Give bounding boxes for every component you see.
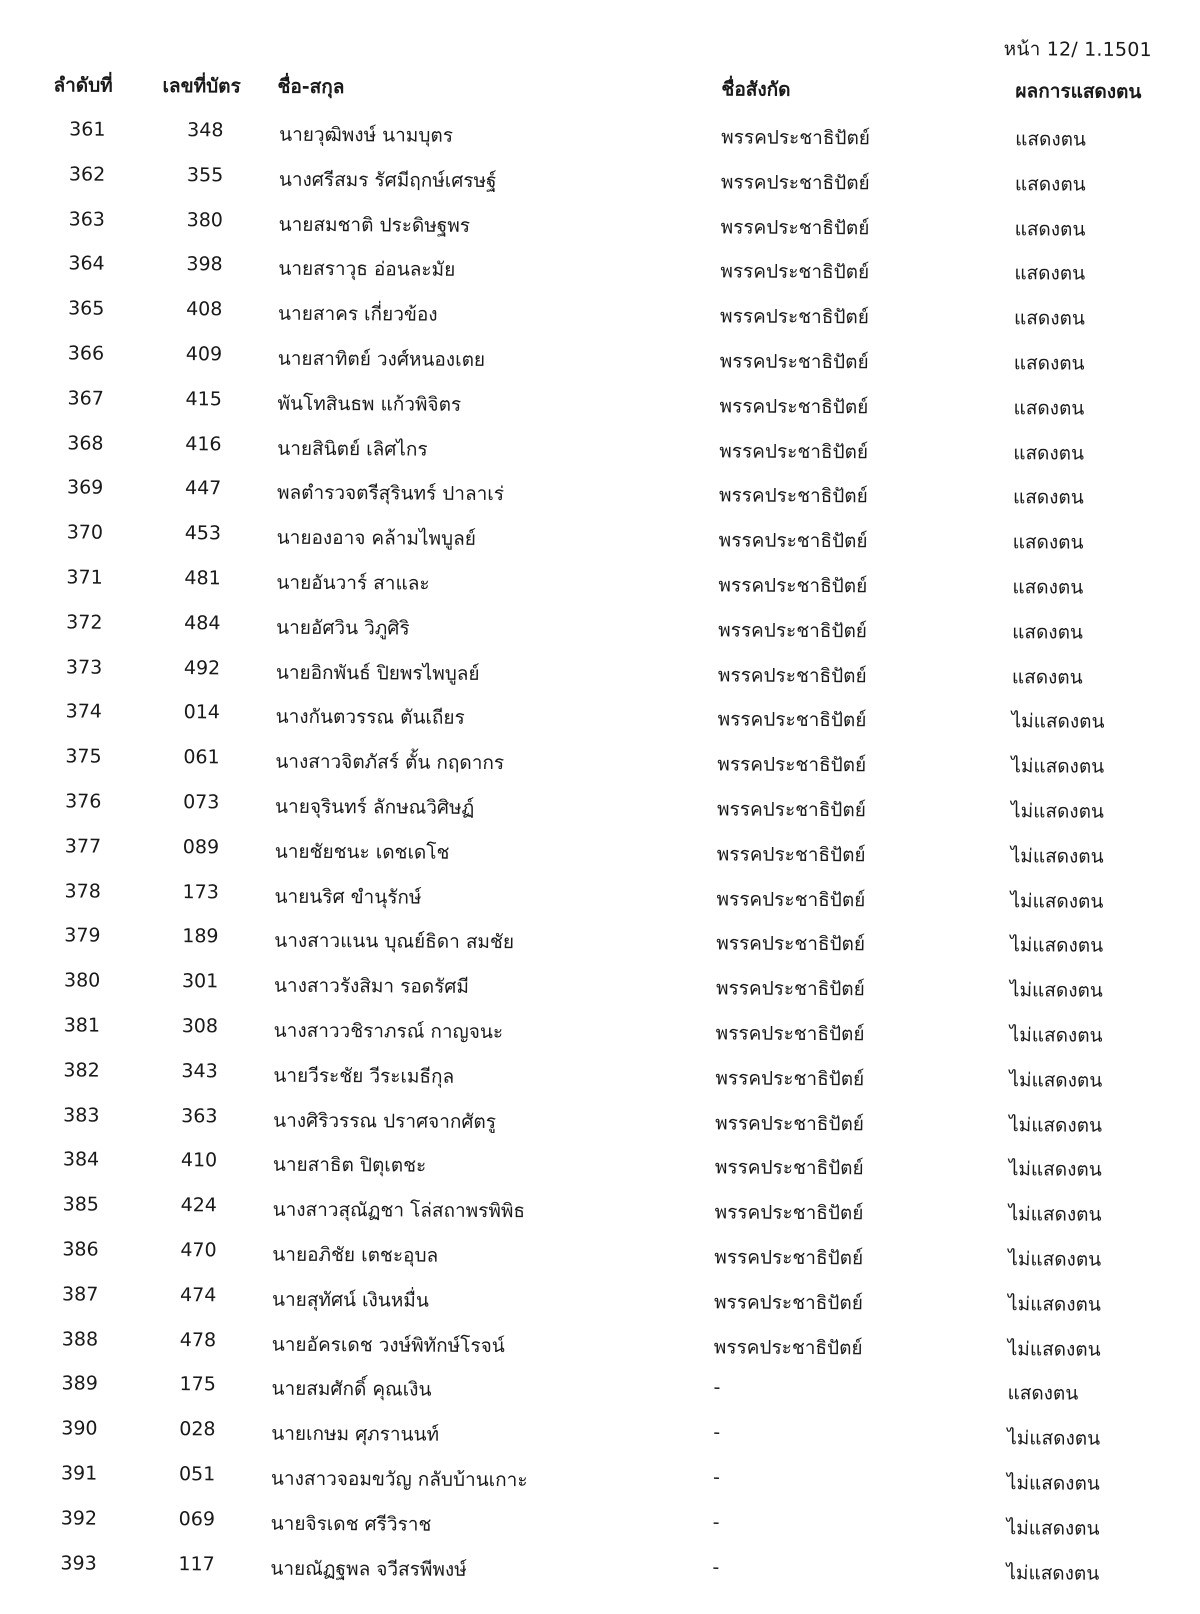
row-party: - <box>712 1511 720 1534</box>
row-seq: 388 <box>61 1327 99 1351</box>
row-name: นางสาววชิราภรณ์ กาญจนะ <box>273 1019 504 1044</box>
row-seq: 363 <box>68 208 105 231</box>
row-name: นางศรีสมร รัศมีฤกษ์เศรษฐ์ <box>278 168 497 192</box>
row-name: นายสมศักดิ์ คุณเงิน <box>271 1377 432 1401</box>
row-result: ไม่แสดงตน <box>1009 1024 1103 1047</box>
row-card-number: 492 <box>183 656 221 679</box>
row-seq: 379 <box>64 924 101 947</box>
row-card-number: 424 <box>180 1194 217 1217</box>
row-result: ไม่แสดงตน <box>1010 800 1105 823</box>
row-result: แสดงตน <box>1013 396 1085 420</box>
table-row <box>0 470 1197 522</box>
row-seq: 374 <box>65 700 102 723</box>
row-result: ไม่แสดงตน <box>1007 1292 1101 1316</box>
row-name: นายสราวุธ อ่อนละมัย <box>278 258 456 282</box>
row-seq: 384 <box>62 1148 100 1171</box>
row-card-number: 470 <box>180 1239 217 1262</box>
row-seq: 361 <box>69 118 106 141</box>
header-name: ชื่อ-สกุล <box>277 75 345 99</box>
row-seq: 372 <box>66 611 103 634</box>
row-result: แสดงตน <box>1012 576 1084 599</box>
row-party: พรรคประชาธิปัตย์ <box>718 619 868 643</box>
table-row <box>0 650 1196 702</box>
row-card-number: 073 <box>183 791 220 814</box>
row-card-number: 415 <box>185 387 222 411</box>
row-party: - <box>712 1466 720 1489</box>
row-name: นางสาวรังสิมา รอดรัศมี <box>273 974 469 999</box>
row-party: พรรคประชาธิปัตย์ <box>719 350 869 374</box>
table-row <box>0 605 1196 657</box>
table-row <box>0 1053 1194 1105</box>
row-seq: 377 <box>64 835 102 858</box>
row-seq: 369 <box>66 476 104 500</box>
row-name: นายวุฒิพงษ์ นามบุตร <box>279 123 454 147</box>
table-row <box>0 1545 1191 1597</box>
row-name: นางสาวจิตภัสร์ ตั้น กฤดากร <box>275 750 505 775</box>
row-party: พรรคประชาธิปัตย์ <box>717 708 867 732</box>
row-card-number: 409 <box>185 343 223 366</box>
row-name: นายอัครเดช วงษ์พิทักษ์โรจน์ <box>271 1333 505 1357</box>
header-seq: ลำดับที่ <box>53 74 113 97</box>
row-result: แสดงตน <box>1012 531 1084 554</box>
table-row <box>0 829 1195 881</box>
row-seq: 367 <box>67 387 104 410</box>
table-row <box>0 694 1196 746</box>
table-row <box>0 336 1198 388</box>
table-row <box>0 560 1197 612</box>
row-card-number: 355 <box>186 163 224 187</box>
row-party: พรรคประชาธิปัตย์ <box>718 574 868 598</box>
row-card-number: 453 <box>184 522 222 545</box>
row-seq: 378 <box>64 879 101 903</box>
row-result: แสดงตน <box>1007 1382 1079 1405</box>
row-name: นางศิริวรรณ ปราศจากศัตรู <box>273 1109 497 1133</box>
row-card-number: 301 <box>181 970 219 993</box>
row-party: พรรคประชาธิปัตย์ <box>718 484 868 508</box>
row-name: นางสาวแนน บุณย์ธิดา สมชัย <box>274 930 515 954</box>
row-result: ไม่แสดงตน <box>1010 889 1104 913</box>
header-result: ผลการแสดงตน <box>1015 80 1142 103</box>
row-name: นายอภิชัย เตชะอุบล <box>272 1243 439 1267</box>
row-party: พรรคประชาธิปัตย์ <box>720 305 869 329</box>
row-name: นายสมชาติ ประดิษฐพร <box>278 213 471 237</box>
row-result: ไม่แสดงตน <box>1007 1427 1101 1450</box>
row-party: พรรคประชาธิปัตย์ <box>715 1067 865 1091</box>
row-card-number: 308 <box>181 1015 219 1038</box>
row-seq: 380 <box>63 969 101 992</box>
row-seq: 386 <box>62 1238 99 1261</box>
row-name: นายอัศวิน วิภูศิริ <box>276 616 410 640</box>
row-name: นายอิกพันธ์ ปิยพรไพบูลย์ <box>275 661 480 685</box>
row-result: ไม่แสดงตน <box>1006 1516 1100 1540</box>
row-card-number: 478 <box>179 1328 217 1351</box>
row-result: ไม่แสดงตน <box>1010 934 1104 958</box>
row-result: ไม่แสดงตน <box>1006 1472 1100 1495</box>
row-seq: 362 <box>68 163 106 186</box>
row-party: - <box>712 1555 720 1578</box>
row-seq: 387 <box>62 1283 99 1306</box>
row-party: พรรคประชาธิปัตย์ <box>717 798 866 822</box>
row-result: แสดงตน <box>1014 217 1086 241</box>
row-result: ไม่แสดงตน <box>1008 1158 1102 1182</box>
table-header <box>0 70 1200 111</box>
table-row <box>0 1232 1192 1284</box>
table-row <box>0 1456 1191 1508</box>
row-result: แสดงตน <box>1012 486 1084 510</box>
row-card-number: 343 <box>181 1059 218 1083</box>
row-name: นายเกษม ศุภรานนท์ <box>271 1422 440 1446</box>
row-result: แสดงตน <box>1015 128 1087 151</box>
row-seq: 371 <box>66 566 103 589</box>
row-card-number: 380 <box>186 208 223 231</box>
header-card-number: เลขที่บัตร <box>162 74 241 98</box>
table-row <box>0 381 1198 433</box>
row-name: นายจิรเดช ศรีวิราช <box>270 1512 432 1536</box>
row-party: พรรคประชาธิปัตย์ <box>717 753 867 777</box>
row-name: นายนริศ ขำนุรักษ์ <box>274 885 422 909</box>
row-result: แสดงตน <box>1014 262 1086 286</box>
row-card-number: 348 <box>187 119 224 142</box>
row-card-number: 028 <box>179 1418 216 1441</box>
table-row <box>0 515 1197 567</box>
row-party: พรรคประชาธิปัตย์ <box>721 126 871 150</box>
row-card-number: 089 <box>182 835 220 859</box>
table-row <box>0 291 1198 343</box>
row-card-number: 398 <box>186 253 223 276</box>
table-row <box>0 1008 1194 1060</box>
table-row <box>0 739 1195 791</box>
row-result: ไม่แสดงตน <box>1007 1337 1101 1361</box>
row-card-number: 447 <box>184 477 222 500</box>
row-card-number: 408 <box>186 298 223 321</box>
row-seq: 365 <box>68 297 105 320</box>
row-party: พรรคประชาธิปัตย์ <box>716 932 866 956</box>
row-name: นายชัยชนะ เดชเดโช <box>274 840 450 864</box>
row-party: พรรคประชาธิปัตย์ <box>719 395 869 419</box>
row-card-number: 061 <box>183 746 220 769</box>
row-result: ไม่แสดงตน <box>1008 1203 1102 1226</box>
row-party: พรรคประชาธิปัตย์ <box>716 887 866 911</box>
row-seq: 375 <box>65 745 102 768</box>
row-party: พรรคประชาธิปัตย์ <box>717 663 867 687</box>
row-result: แสดงตน <box>1012 620 1084 644</box>
row-name: นายสินิตย์ เลิศไกร <box>277 437 428 461</box>
row-name: นางสาวสุณัฏชา โล่สถาพรพิพิธ <box>272 1198 526 1223</box>
row-party: พรรคประชาธิปัตย์ <box>719 439 869 463</box>
row-party: พรรคประชาธิปัตย์ <box>716 843 866 867</box>
row-name: นางสาวจอมขวัญ กลับบ้านเกาะ <box>270 1467 528 1492</box>
row-card-number: 416 <box>185 432 222 455</box>
row-card-number: 410 <box>180 1149 218 1172</box>
row-name: นายจุรินทร์ ลักษณวิศิษฏ์ <box>275 795 475 819</box>
row-result: ไม่แสดงตน <box>1010 844 1104 868</box>
row-seq: 373 <box>65 655 103 679</box>
row-party: พรรคประชาธิปัตย์ <box>715 1111 865 1135</box>
header-party: ชื่อสังกัด <box>721 78 791 101</box>
table-row <box>0 1321 1192 1373</box>
row-result: แสดงตน <box>1013 441 1085 465</box>
row-name: นายณัฏฐพล จวีสรพีพงษ์ <box>270 1557 467 1581</box>
table-body <box>0 112 1199 1598</box>
page-number: หน้า 12/ 1.1501 <box>1003 38 1152 62</box>
table-row <box>0 112 1199 164</box>
row-party: พรรคประชาธิปัตย์ <box>718 529 868 553</box>
row-name: นายวีระชัย วีระเมธีกุล <box>273 1064 455 1088</box>
table-row <box>0 1501 1191 1553</box>
table-row <box>0 1187 1193 1239</box>
row-name: พันโทสินธพ แก้วพิจิตร <box>277 392 462 416</box>
table-row <box>0 874 1195 926</box>
row-name: พลตำรวจตรีสุรินทร์ ปาลาเร่ <box>276 482 505 506</box>
row-name: นายสุทัศน์ เงินหมื่น <box>272 1288 429 1312</box>
row-result: ไม่แสดงตน <box>1006 1561 1100 1585</box>
row-result: แสดงตน <box>1014 307 1085 330</box>
row-result: แสดงตน <box>1013 352 1085 375</box>
row-name: นายสาธิต ปิตุเตชะ <box>272 1154 427 1177</box>
row-card-number: 051 <box>178 1463 216 1486</box>
table-row <box>0 202 1199 254</box>
table-row <box>0 1098 1193 1150</box>
table-row <box>0 784 1195 836</box>
row-party: - <box>713 1376 721 1399</box>
row-seq: 370 <box>66 521 104 544</box>
table-row <box>0 1366 1192 1418</box>
row-seq: 382 <box>63 1059 100 1082</box>
row-party: พรรคประชาธิปัตย์ <box>714 1201 864 1225</box>
row-result: ไม่แสดงตน <box>1009 979 1103 1002</box>
row-party: พรรคประชาธิปัตย์ <box>714 1246 864 1270</box>
row-card-number: 175 <box>179 1373 216 1396</box>
row-result: ไม่แสดงตน <box>1011 710 1105 734</box>
row-party: พรรคประชาธิปัตย์ <box>715 977 865 1001</box>
row-seq: 364 <box>68 252 105 276</box>
row-result: ไม่แสดงตน <box>1011 755 1105 778</box>
row-seq: 368 <box>67 431 104 455</box>
table-row <box>0 246 1198 298</box>
row-name: นางกันตวรรณ ตันเถียร <box>275 706 465 730</box>
row-name: นายสาคร เกี่ยวข้อง <box>278 302 438 326</box>
row-seq: 381 <box>63 1014 101 1037</box>
row-seq: 392 <box>60 1507 98 1530</box>
row-party: พรรคประชาธิปัตย์ <box>715 1022 865 1046</box>
row-party: พรรคประชาธิปัตย์ <box>714 1156 864 1180</box>
row-seq: 389 <box>61 1372 98 1395</box>
table-row <box>0 1411 1191 1463</box>
row-name: นายองอาจ คล้ามไพบูลย์ <box>276 526 476 551</box>
row-result: ไม่แสดงตน <box>1008 1248 1102 1271</box>
table-row <box>0 918 1194 970</box>
row-card-number: 173 <box>182 880 219 903</box>
row-seq: 376 <box>65 790 102 813</box>
row-seq: 366 <box>67 342 105 365</box>
row-name: นายสาทิตย์ วงศ์หนองเตย <box>277 347 486 371</box>
row-result: แสดงตน <box>1011 665 1083 689</box>
row-card-number: 189 <box>182 925 219 948</box>
row-seq: 385 <box>62 1193 99 1216</box>
row-card-number: 014 <box>183 701 220 724</box>
row-card-number: 481 <box>184 567 221 590</box>
row-card-number: 484 <box>184 611 221 635</box>
row-party: พรรคประชาธิปัตย์ <box>720 216 870 239</box>
row-party: พรรคประชาธิปัตย์ <box>713 1335 863 1359</box>
row-seq: 393 <box>60 1551 97 1575</box>
row-result: ไม่แสดงตน <box>1009 1068 1103 1092</box>
table-row <box>0 963 1194 1015</box>
row-card-number: 069 <box>178 1507 216 1531</box>
row-party: - <box>713 1421 721 1444</box>
row-result: แสดงตน <box>1014 173 1086 196</box>
row-party: พรรคประชาธิปัตย์ <box>713 1291 863 1315</box>
row-card-number: 363 <box>181 1104 218 1127</box>
table-row <box>0 1142 1193 1194</box>
row-card-number: 474 <box>180 1283 217 1307</box>
row-party: พรรคประชาธิปัตย์ <box>720 171 870 195</box>
row-party: พรรคประชาธิปัตย์ <box>720 260 870 284</box>
row-card-number: 117 <box>178 1552 215 1575</box>
row-result: ไม่แสดงตน <box>1009 1113 1103 1137</box>
table-row <box>0 1277 1192 1329</box>
table-row <box>0 426 1197 478</box>
row-name: นายอันวาร์ สาและ <box>276 571 430 595</box>
row-seq: 383 <box>63 1103 100 1127</box>
table-row <box>0 157 1199 209</box>
row-seq: 391 <box>60 1462 98 1485</box>
row-seq: 390 <box>61 1417 98 1440</box>
